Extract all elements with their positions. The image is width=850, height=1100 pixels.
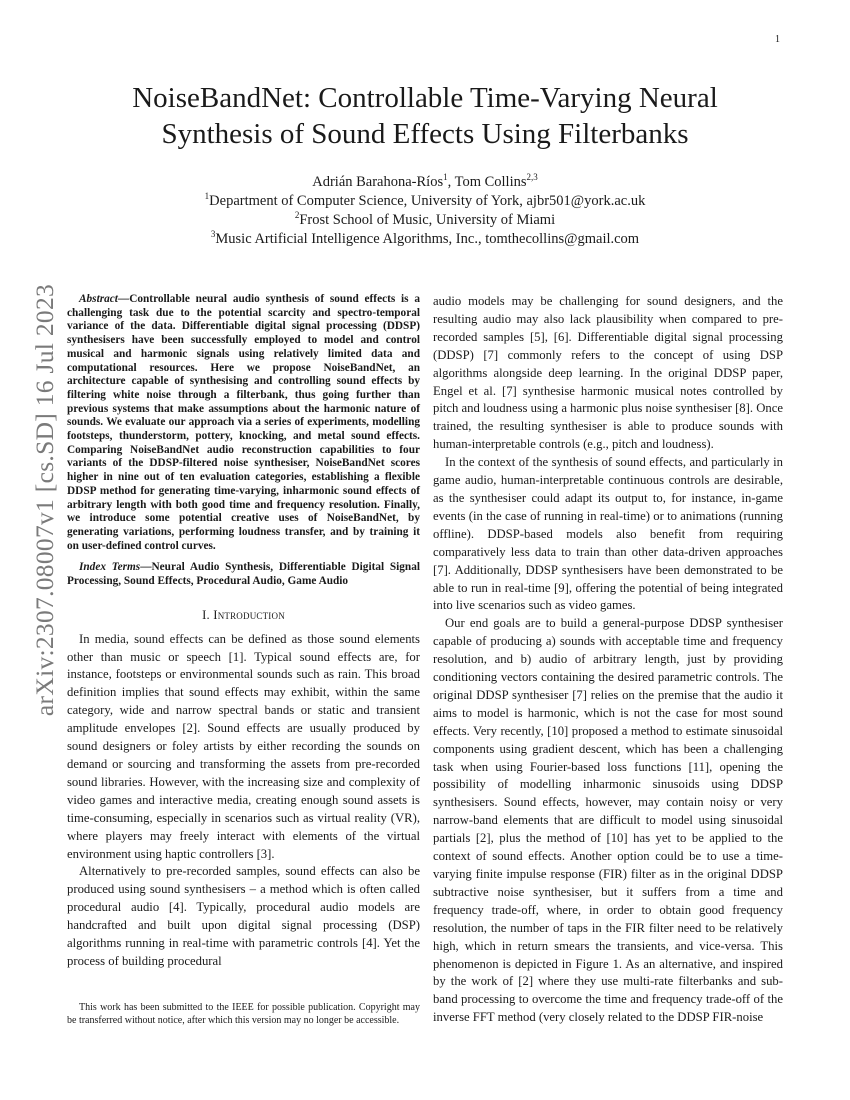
affiliation-line: [80, 211, 770, 230]
body-paragraph: In the context of the synthesis of sound effects, and particularly in game audio, human-interpretable continuous controls are desirable, as the synthesiser could adapt its output to, for instance, in-game events (in the case of running in real-time) or to animations (running offline). DDSP-based models also benefit from requiring comparatively less data to train than other data-driven approaches [7]. Additionally, DDSP synthesisers have been demonstrated to be able to run in real-time [9], offering the potential of being integrated into live scenarios such as video games.: [433, 455, 783, 613]
index-terms-label: Index Terms: [79, 561, 141, 574]
body-paragraph: Our end goals are to build a general-purpose DDSP synthesiser capable of producing a) sounds with acceptable time and frequency resolution, and b) audio of arbitrary length, just by providing conditioning vectors containing the desired parametric controls. The original DDSP synthesiser [7] relies on the premise that the audio it aims to model is harmonic, which is not the case for most sound effects. Very recently, [10] proposed a method to estimate sinusoidal components using gradient descent, which has been a challenging task when using Fourier-based loss functions [11], opening the possibility of modelling inharmonic sinusoids using DDSP synthesisers. Sound effects, however, may contain noisy or very narrow-band elements that are difficult to model using sinusoidal partials [2], plus the method of [10] has yet to be applied to the context of sound effects. Another option could be to use a time-varying finite impulse response (FIR) filter as in the original DDSP subtractive noise synthesiser, but it suffers from a time and frequency trade-off, where, in order to obtain good frequency resolution, the number of taps in the FIR filter need to be relatively high, which in return smears the transients, and vice-versa. This phenomenon is depicted in Figure 1. As an alternative, and inspired by the work of [2] where they use multi-rate filterbanks and sub-band processing to overcome the time and frequency trade-off of the inverse FFT method (very closely related to the DDSP FIR-noise: [433, 616, 783, 1025]
abstract-text: —Controllable neural audio synthesis of sound effects is a challenging task due to the potential scarcity and spectro-temporal variance of the data. Differentiable digital signal processing (DDSP) synthesisers have been successfully employed to model and control musical and harmonic signals using relatively limited data and computational resources. Here we propose NoiseBandNet, an architecture capable of synthesising and controlling sound effects by filtering white noise through a filterbank, thus going further than previous systems that make assumptions about the harmonic nature of sounds. We evaluate our approach via a series of experiments, modelling footsteps, thunderstorm, pottery, knocking, and metal sound effects. Comparing NoiseBandNet audio reconstruction capabilities to four variants of the DDSP-filtered noise synthesiser, NoiseBandNet scores higher in nine out of ten evaluation categories, establishing a flexible DDSP method for generating time-varying, inharmonic sound effects of arbitrary length with both good time and frequency resolution. Finally, we introduce some potential creative uses of NoiseBandNet, by generating variations, performing loudness transfer, and by training it on user-defined control curves.: [67, 293, 420, 552]
arxiv-id: arXiv:2307.08007v1 [cs.SD] 16 Jul 2023: [30, 283, 59, 717]
abstract-label: Abstract: [79, 293, 118, 305]
abstract: [67, 293, 420, 553]
section-heading: [67, 607, 420, 625]
section-number: I.: [202, 607, 210, 622]
page-number: 1: [775, 34, 780, 45]
affiliation-line: [80, 192, 770, 211]
right-column: [433, 293, 783, 1027]
author-affiliation-mark: 2,3: [526, 172, 538, 183]
affiliation-text: Music Artificial Intelligence Algorithms, Inc., tomthecollins@gmail.com: [215, 231, 640, 247]
author-name: Tom Collins: [454, 174, 527, 190]
affiliation-line: [80, 230, 770, 249]
authors-block: [80, 173, 770, 249]
left-column: [67, 293, 420, 971]
affiliation-number: 2: [294, 210, 300, 221]
author-name: Adrián Barahona-Ríos: [312, 174, 444, 190]
arxiv-stamp: [20, 283, 70, 717]
body-paragraph: audio models may be challenging for sound designers, and the resulting audio may also lack plausibility when compared to pre-recorded samples [5], [6]. Differentiable digital signal processing (DDSP) [7] commonly refers to the concept of using DSP algorithms alongside deep learning. In the original DDSP paper, Engel et al. [7] synthesise harmonic musical notes controlled by pitch and loudness using a harmonic plus noise synthesiser [8]. Once trained, the resulting synthesiser is able to produce sounds with human-interpretable controls (e.g., pitch and loudness).: [433, 294, 783, 452]
footnote: This work has been submitted to the IEEE for possible publication. Copyright may be transferred without notice, after which this version may no longer be accessible.: [67, 1002, 420, 1026]
paper-title: NoiseBandNet: Controllable Time-Varying Neural Synthesis of Sound Effects Using Filterbanks: [132, 82, 718, 150]
index-terms: [67, 561, 420, 588]
author-affiliation-mark: 1: [443, 172, 448, 183]
section-title: Introduction: [213, 607, 285, 622]
affiliation-text: Department of Computer Science, University of York, ajbr501@york.ac.uk: [209, 193, 646, 209]
affiliation-text: Frost School of Music, University of Miami: [299, 212, 556, 228]
index-terms-text: —Neural Audio Synthesis, Differentiable Digital Signal Processing, Sound Effects, Procedural Audio, Game Audio: [67, 561, 420, 588]
author-line: Adrián Barahona-Ríos$^1$, Tom Collins$^{2,3}$: [312, 172, 538, 190]
body-paragraph: In media, sound effects can be defined as those sound elements other than music or speech [1]. Typical sound effects are, for instance, footsteps or environmental sounds such as rain. This broad definition implies that sound effects may exhibit, within the same category, wide and narrow spectral bands or static and transient amplitude envelopes [2]. Sound effects are usually produced by sound designers or foley artists by either recording the sounds on demand or sourcing and transforming the assets from pre-recorded sound libraries. However, with the increasing size and complexity of video games and interactive media, creating enough sound assets is time-consuming, especially in scenarios such as virtual reality (VR), where players may freely interact with elements of the virtual environment using haptic controllers [3].: [67, 631, 420, 861]
body-paragraph: Alternatively to pre-recorded samples, sound effects can also be produced using sound synthesisers – a method which is often called procedural audio [4]. Typically, procedural audio models are handcrafted and built upon digital signal processing (DSP) algorithms running in real-time with parametric controls [4]. Yet the process of building procedural: [67, 864, 420, 968]
affiliation-number: 3: [210, 229, 216, 240]
affiliation-number: 1: [204, 191, 210, 202]
